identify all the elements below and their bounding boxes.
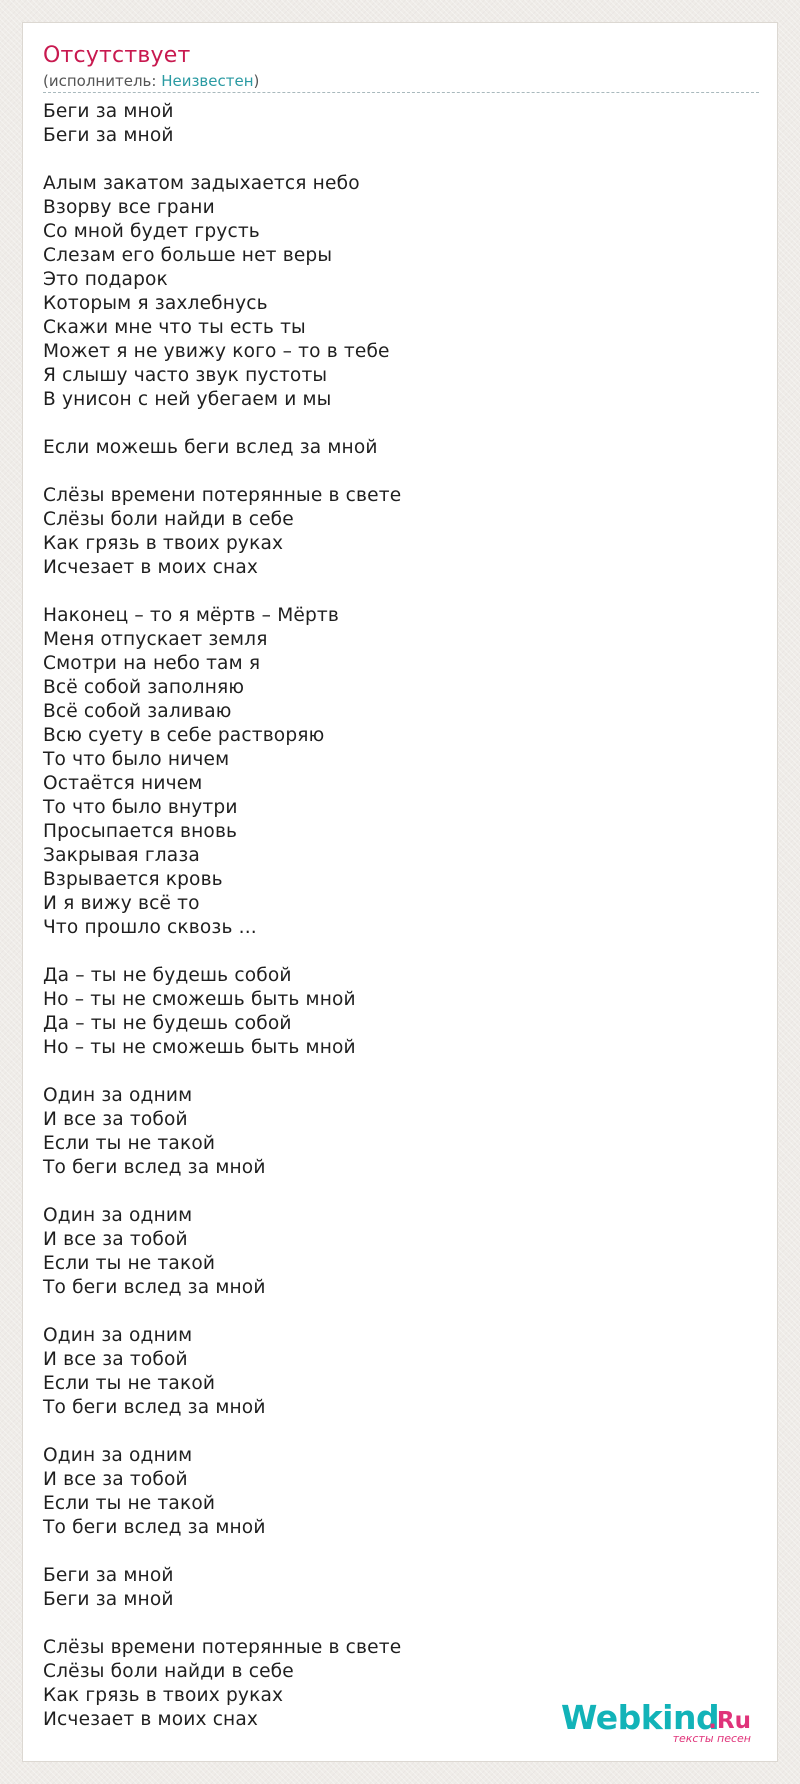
lyric-line: Да – ты не будешь собой xyxy=(43,1013,292,1034)
lyric-line: Слёзы боли найди в себе xyxy=(43,509,294,530)
lyric-line: Я слышу часто звук пустоты xyxy=(43,365,328,386)
stanza-gap xyxy=(43,1420,759,1444)
lyric-line: Взорву все грани xyxy=(43,197,215,218)
lyric-line: Скажи мне что ты есть ты xyxy=(43,317,306,338)
lyric-line: Взрывается кровь xyxy=(43,869,223,890)
lyric-line: И все за тобой xyxy=(43,1109,188,1130)
lyric-line: Слезам его больше нет веры xyxy=(43,245,333,266)
stanza-gap xyxy=(43,580,759,604)
lyric-line: Может я не увижу кого – то в тебе xyxy=(43,341,390,362)
lyric-line: Смотри на небо там я xyxy=(43,653,261,674)
lyric-line: Беги за мной xyxy=(43,101,174,122)
artist-prefix: (исполнитель: xyxy=(43,72,162,90)
lyric-line: То беги вслед за мной xyxy=(43,1517,266,1538)
lyric-line: Беги за мной xyxy=(43,1565,174,1586)
logo-wordmark: Webkind xyxy=(561,1698,720,1737)
stanza-gap xyxy=(43,1300,759,1324)
lyric-line: Но – ты не сможешь быть мной xyxy=(43,1037,356,1058)
song-header xyxy=(43,41,759,93)
lyric-line: Просыпается вновь xyxy=(43,821,238,842)
lyric-line: Если ты не такой xyxy=(43,1493,216,1514)
lyric-line: Со мной будет грусть xyxy=(43,221,260,242)
lyric-line: Всё собой заливаю xyxy=(43,701,232,722)
lyric-line: И все за тобой xyxy=(43,1229,188,1250)
stanza-gap xyxy=(43,148,759,172)
lyric-line: Беги за мной xyxy=(43,125,174,146)
lyric-line: Беги за мной xyxy=(43,1589,174,1610)
lyric-line: Меня отпускает земля xyxy=(43,629,268,650)
lyric-line: Всё собой заполняю xyxy=(43,677,245,698)
lyric-line: Если ты не такой xyxy=(43,1133,216,1154)
lyric-line: Один за одним xyxy=(43,1445,193,1466)
lyric-line: Но – ты не сможешь быть мной xyxy=(43,989,356,1010)
lyric-line: То что было внутри xyxy=(43,797,238,818)
lyric-line: Один за одним xyxy=(43,1325,193,1346)
lyric-line: Алым закатом задыхается небо xyxy=(43,173,360,194)
lyric-line: То что было ничем xyxy=(43,749,230,770)
lyric-line: В унисон с ней убегаем и мы xyxy=(43,389,332,410)
lyric-line: Да – ты не будешь собой xyxy=(43,965,292,986)
stanza-gap xyxy=(43,940,759,964)
logo-domain-suffix: .Ru xyxy=(708,1708,751,1734)
stanza-gap xyxy=(43,1060,759,1084)
lyric-line: И все за тобой xyxy=(43,1349,188,1370)
stanza-gap xyxy=(43,1540,759,1564)
lyric-line: Слёзы боли найди в себе xyxy=(43,1661,294,1682)
lyric-line: Исчезает в моих снах xyxy=(43,1709,259,1730)
lyric-line: Если ты не такой xyxy=(43,1373,216,1394)
lyric-line: Которым я захлебнусь xyxy=(43,293,268,314)
song-title: Отсутствует xyxy=(43,43,191,68)
lyric-line: Наконец – то я мёртв – Мёртв xyxy=(43,605,340,626)
artist-link[interactable]: Неизвестен xyxy=(161,72,254,90)
artist-line xyxy=(43,71,759,91)
lyric-line: Всю суету в себе растворяю xyxy=(43,725,325,746)
lyric-line: Исчезает в моих снах xyxy=(43,557,259,578)
stanza-gap xyxy=(43,1612,759,1636)
lyric-line: Если можешь беги вслед за мной xyxy=(43,437,378,458)
lyric-line: То беги вслед за мной xyxy=(43,1397,266,1418)
lyric-line: Если ты не такой xyxy=(43,1253,216,1274)
lyric-line: Один за одним xyxy=(43,1085,193,1106)
lyric-line: Что прошло сквозь ... xyxy=(43,917,257,938)
webkind-logo[interactable] xyxy=(561,1699,751,1747)
lyrics-text xyxy=(43,100,759,1732)
stanza-gap xyxy=(43,1180,759,1204)
lyric-line: Как грязь в твоих руках xyxy=(43,1685,284,1706)
lyric-line: Это подарок xyxy=(43,269,168,290)
lyric-line: И я вижу всё то xyxy=(43,893,200,914)
lyric-line: То беги вслед за мной xyxy=(43,1277,266,1298)
logo-tagline: тексты песен xyxy=(672,1732,751,1745)
artist-suffix: ) xyxy=(253,72,260,90)
lyric-line: Слёзы времени потерянные в свете xyxy=(43,1637,402,1658)
lyric-line: Остаётся ничем xyxy=(43,773,203,794)
lyric-line: Слёзы времени потерянные в свете xyxy=(43,485,402,506)
lyrics-card xyxy=(22,22,778,1762)
lyric-line: Закрывая глаза xyxy=(43,845,200,866)
lyric-line: Как грязь в твоих руках xyxy=(43,533,284,554)
lyric-line: И все за тобой xyxy=(43,1469,188,1490)
stanza-gap xyxy=(43,460,759,484)
lyric-line: Один за одним xyxy=(43,1205,193,1226)
stanza-gap xyxy=(43,412,759,436)
lyric-line: То беги вслед за мной xyxy=(43,1157,266,1178)
